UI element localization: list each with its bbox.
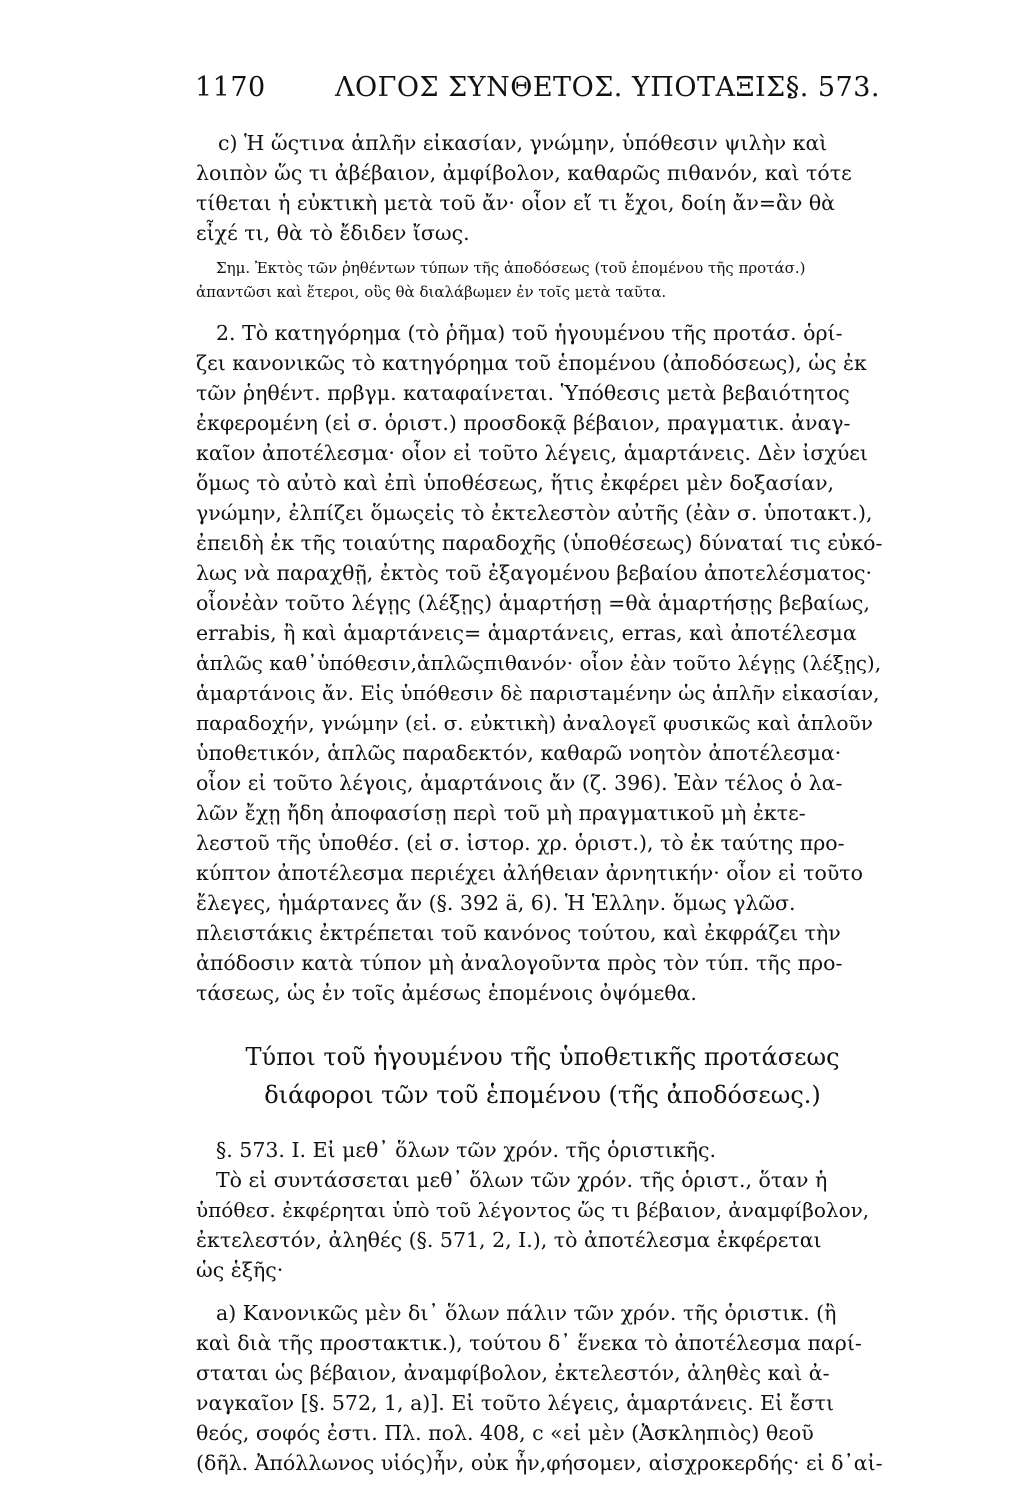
section-title-line: §. 573. I. Εἰ μεθ᾽ ὅλων τῶν χρόν. τῆς ὁριστικῆς. <box>216 1138 717 1162</box>
text-line: Τὸ εἰ συντάσσεται μεθ᾽ ὅλων τῶν χρόν. τῆς ὁριστ., ὅταν ἡ <box>216 1168 828 1192</box>
heading-line: διάφοροι τῶν τοῦ ἑπομένου (τῆς ἀποδόσεως.) <box>264 1081 821 1109</box>
text-line: λως νὰ παραχθῇ, ἐκτὸς τοῦ ἐξαγομένου βεβαίου ἀποτελέσματος· <box>196 561 873 585</box>
text-line: εἶχέ τι, θὰ τὸ ἔδιδεν ἴσως. <box>196 221 470 245</box>
text-line: καὶ διὰ τῆς προστακτικ.), τούτου δ᾽ ἕνεκα τὸ ἀποτέλεσμα παρί- <box>196 1331 862 1355</box>
text-line: γνώμην, ἐλπίζει ὅμωςεἰς τὸ ἐκτελεστὸν αὐτῆς (ἐὰν σ. ὑποτακτ.), <box>196 501 873 525</box>
text-line: οἷονἐὰν τοῦτο λέγῃς (λέξῃς) ἁμαρτήσῃ =θὰ ἁμαρτήσῃς βεβαίως, <box>196 591 870 615</box>
text-line: a) Κανονικῶς μὲν δι᾽ ὅλων πάλιν τῶν χρόν. τῆς ὁριστικ. (ἢ <box>216 1301 837 1325</box>
text-line: τίθεται ἡ εὐκτικὴ μετὰ τοῦ ἄν· οἷον εἴ τι ἔχοι, δοίη ἄν=ἂν θὰ <box>196 191 836 215</box>
text-line: ὑπόθεσ. ἐκφέρηται ὑπὸ τοῦ λέγοντος ὥς τι βέβαιον, ἀναμφίβολον, <box>196 1198 870 1222</box>
text-line: ὡς ἑξῆς· <box>196 1258 284 1282</box>
text-line: ἁμαρτάνοις ἄν. Εἰς ὑπόθεσιν δὲ παριστaμένην ὡς ἁπλῆν εἰκασίαν, <box>196 681 880 705</box>
text-line: ἐκτελεστόν, ἀληθές (§. 571, 2, I.), τὸ ἀποτέλεσμα ἐκφέρεται <box>196 1228 822 1252</box>
text-line: ζει κανονικῶς τὸ κατηγόρημα τοῦ ἑπομένου (ἀποδόσεως), ὡς ἐκ <box>196 351 867 375</box>
note-line: ἀπαντῶσι καὶ ἕτεροι, οὓς θὰ διαλάβωμεν ἐν τοῖς μετὰ ταῦτα. <box>196 283 667 301</box>
text-line: 2. Τὸ κατηγόρημα (τὸ ῥῆμα) τοῦ ἡγουμένου τῆς προτάσ. ὁρί- <box>216 321 843 345</box>
text-line: ὑποθετικόν, ἁπλῶς παραδεκτόν, καθαρῶ νοητὸν ἀποτέλεσμα· <box>196 741 842 765</box>
text-line: τάσεως, ὡς ἐν τοῖς ἀμέσως ἑπομένοις ὀψόμεθα. <box>196 981 697 1005</box>
text-line: θεός, σοφός ἐστι. Πλ. πολ. 408, c «εἰ μὲν (Ἀσκληπιὸς) θεοῦ <box>196 1421 814 1445</box>
text-line: λῶν ἔχῃ ἤδη ἀποφασίσῃ περὶ τοῦ μὴ πραγματικοῦ μὴ ἐκτε- <box>196 801 806 825</box>
text-line: (δῆλ. Ἀπόλλωνος υἱός)ἦν, οὐκ ἦν,φήσομεν, αἰσχροκερδής· εἰ δ᾽αἰ- <box>196 1451 883 1475</box>
text-line: καῖον ἀποτέλεσμα· οἷον εἰ τοῦτο λέγεις, ἁμαρτάνεις. Δὲν ἰσχύει <box>196 441 868 465</box>
running-title: ΛΟΓΟΣ ΣΥΝΘΕΤΟΣ. ΥΠΟΤΑΞΙΣ. <box>335 72 795 103</box>
text-line: ἐπειδὴ ἐκ τῆς τοιαύτης παραδοχῆς (ὑποθέσεως) δύναταί τις εὐκό- <box>196 531 883 555</box>
text-line: λεστοῦ τῆς ὑποθέσ. (εἰ σ. ἱστορ. χρ. ὁριστ.), τὸ ἐκ ταύτης προ- <box>196 831 845 855</box>
text-line: ἁπλῶς καθ᾽ὑπόθεσιν,ἁπλῶςπιθανόν· οἷον ἐὰν τοῦτο λέγῃς (λέξῃς), <box>196 651 882 675</box>
text-line: ἔλεγες, ἡμάρτανες ἄν (§. 392 ä, 6). Ἡ Ἑλλην. ὅμως γλῶσ. <box>196 891 796 915</box>
text-line: ναγκαῖον [§. 572, 1, a)]. Εἰ τοῦτο λέγεις, ἁμαρτάνεις. Εἰ ἔστι <box>196 1391 835 1415</box>
text-line: ἀπόδοσιν κατὰ τύπον μὴ ἀναλογοῦντα πρὸς τὸν τύπ. τῆς προ- <box>196 951 843 975</box>
text-line: οἷον εἰ τοῦτο λέγοις, ἁμαρτάνοις ἄν (ζ. 396). Ἐὰν τέλος ὁ λα- <box>196 771 843 795</box>
text-line: τῶν ῥηθέντ. πρβγμ. καταφαίνεται. Ὑπόθεσις μετὰ βεβαιότητος <box>196 381 850 405</box>
heading-line: Τύποι τοῦ ἡγουμένου τῆς ὑποθετικῆς προτάσεως <box>245 1043 840 1071</box>
text-line: errabis, ἢ καὶ ἁμαρτάνεις= ἁμαρτάνεις, erras, καὶ ἀποτέλεσμα <box>196 621 857 645</box>
note-line: Σημ. Ἐκτὸς τῶν ῥηθέντων τύπων τῆς ἀποδόσεως (τοῦ ἑπομένου τῆς προτάσ.) <box>216 259 806 277</box>
text-line: παραδοχήν, γνώμην (εἰ. σ. εὐκτικὴ) ἀναλογεῖ φυσικῶς καὶ ἁπλοῦν <box>196 711 873 735</box>
text-line: λοιπὸν ὥς τι ἀβέβαιον, ἀμφίβολον, καθαρῶς πιθανόν, καὶ τότε <box>196 161 852 185</box>
text-line: κύπτον ἀποτέλεσμα περιέχει ἀλήθειαν ἀρνητικήν· οἷον εἰ τοῦτο <box>196 861 863 885</box>
text-line: c) Ἡ ὥςτινα ἁπλῆν εἰκασίαν, γνώμην, ὑπόθεσιν ψιλὴν καὶ <box>218 131 828 155</box>
text-line: πλειστάκις ἐκτρέπεται τοῦ κανόνος τούτου, καὶ ἐκφράζει τὴν <box>196 921 841 945</box>
running-header <box>195 72 880 108</box>
text-line: σταται ὡς βέβαιον, ἀναμφίβολον, ἐκτελεστόν, ἀληθὲς καὶ ἀ- <box>196 1361 830 1385</box>
section-marker: §. 573. <box>785 72 880 103</box>
page-number: 1170 <box>195 72 266 103</box>
text-line: ἐκφερομένη (εἰ σ. ὁριστ.) προσδοκᾷ βέβαιον, πραγματικ. ἀναγ- <box>196 411 851 435</box>
text-line: ὅμως τὸ αὐτὸ καὶ ἐπὶ ὑποθέσεως, ἥτις ἐκφέρει μὲν δοξασίαν, <box>196 471 835 495</box>
